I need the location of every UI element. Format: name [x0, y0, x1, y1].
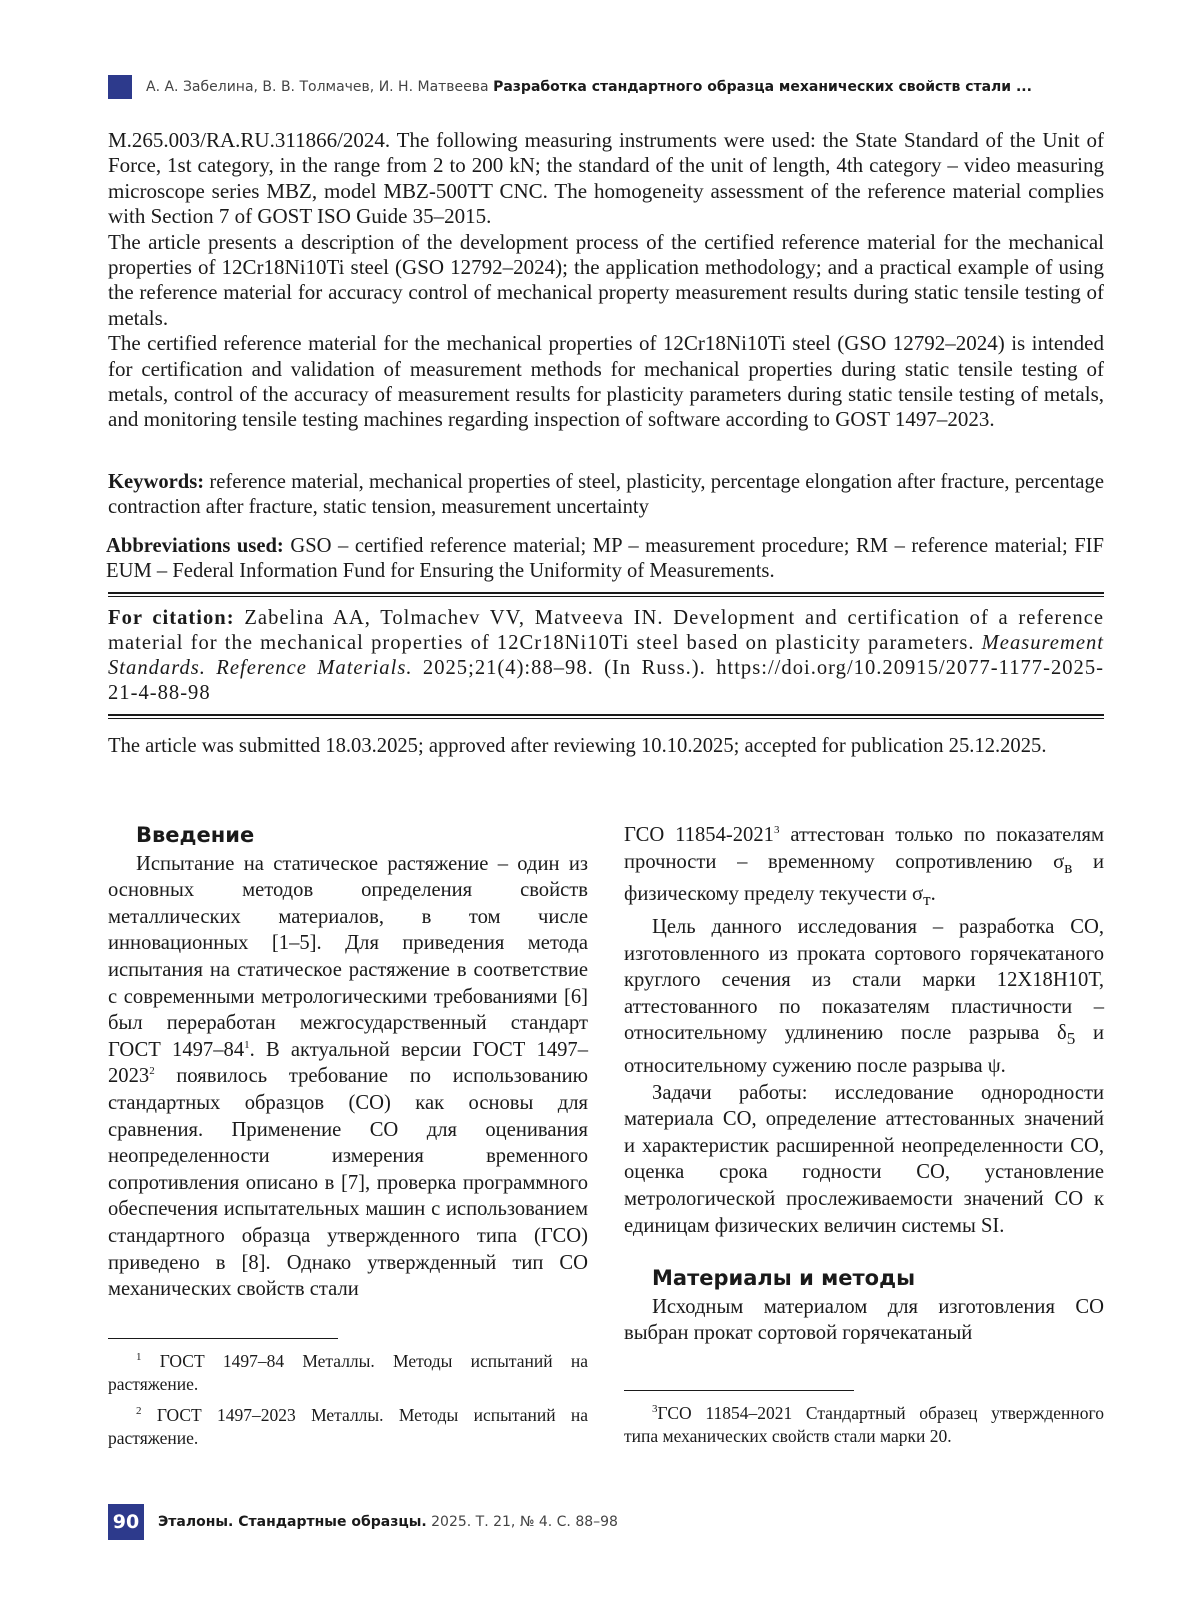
right-paragraph-1 — [624, 822, 1104, 914]
footer-issue: 2025. Т. 21, № 4. С. 88–98 — [431, 1514, 618, 1530]
right-paragraph-2 — [624, 914, 1104, 1080]
keywords-label: Keywords: — [108, 471, 205, 493]
abstract-continuation — [108, 128, 1104, 433]
abbreviations-label: Abbreviations used: — [106, 535, 284, 557]
citation-bottom-rule — [108, 714, 1104, 719]
keywords-text: reference material, mechanical properties of steel, plasticity, percentage elongation after fracture, percentage contraction after fracture, static tension, measurement uncertainty — [108, 471, 1104, 519]
header-square-marker — [108, 75, 132, 99]
sigma-sub-v: в — [1064, 857, 1073, 877]
footnote-2-text: ГОСТ 1497–2023 Металлы. Методы испытаний на растяжение. — [108, 1405, 588, 1448]
citation-top-rule — [108, 592, 1104, 597]
citation-journal: Measurement Standards. Reference Materials. — [108, 632, 1104, 679]
citation-label: For citation: — [108, 607, 235, 629]
abstract-paragraph-2: The article presents a description of the development process of the certified reference material for the mechanical properties of 12Cr18Ni10Ti steel (GSO 12792–2024); the application methodology; and a practical example of using the reference material for accuracy control of mechanical property measurement results during static tensile testing of metals. — [108, 229, 1104, 330]
right-paragraph-3: Задачи работы: исследование однородности материала СО, определение аттестованных значений и характеристик расширенной неопределенности СО, оценка срока годности СО, установление метрологической прослеживаемости значений СО к единицам физических величин системы SI. — [624, 1081, 1104, 1237]
header-title: Разработка стандартного образца механических свойств стали ... — [493, 79, 1032, 95]
page-number: 90 — [108, 1504, 144, 1540]
citation — [108, 606, 1104, 706]
right-p1-part-2: аттестован только по показателям прочности – временному сопротивлению σ — [624, 824, 1104, 873]
footnote-ref-3: 3 — [773, 824, 780, 837]
right-p1-part-3: и физическому пределу текучести σ — [624, 850, 1104, 906]
introduction-paragraph — [108, 851, 588, 1303]
right-p2-part-1: Цель данного исследования – разработка СО, изготовленного из проката сортового горячекатаного круглого сечения из стали марки 12Х18Н10Т, аттестованного по показателям пластичности – относительному удлинению после разрыва δ — [624, 916, 1104, 1045]
right-p1-part-4: . — [930, 883, 936, 906]
footnote-2-number: 2 — [136, 1405, 142, 1418]
right-p2-part-2: и относительному сужению после разрыва ψ. — [624, 1022, 1104, 1078]
footnote-3-number: 3 — [652, 1403, 658, 1416]
abbreviations — [106, 534, 1104, 585]
sigma-sub-t: т — [923, 890, 931, 910]
citation-text: Zabelina AA, Tolmachev VV, Matveeva IN. Development and certification of a reference material for the mechanical properties of 12Cr18Ni10Ti steel based on plasticity parameters. — [108, 607, 1105, 654]
abbreviations-text: GSO – certified reference material; MP – measurement procedure; RM – reference material; FIF EUM – Federal Information Fund for Ensuring the Uniformity of Measurements. — [106, 535, 1104, 583]
footnote-1-number: 1 — [136, 1351, 142, 1364]
abstract-paragraph-1: M.265.003/RA.RU.311866/2024. The following measuring instruments were used: the State Standard of the Unit of Force, 1st category, in the range from 2 to 200 kN; the standard of the unit of length, 4th category – video measuring microscope series MBZ, model MBZ-500TT CNC. The homogeneity assessment of the reference material complies with Section 7 of GOST ISO Guide 35–2015. — [108, 128, 1104, 229]
header-authors: А. А. Забелина, В. В. Толмачев, И. Н. Матвеева — [146, 79, 489, 95]
right-p1-part-1: ГСО 11854-2021 — [624, 824, 774, 846]
footnote-2 — [108, 1404, 588, 1450]
footnote-1-text: ГОСТ 1497–84 Металлы. Методы испытаний на растяжение. — [108, 1351, 588, 1394]
running-header — [108, 74, 1108, 100]
abstract-paragraph-3: The certified reference material for the mechanical properties of 12Cr18Ni10Ti steel (GSO 12792–2024) is intended for certification and validation of measurement methods for mechanical properties during static tensile testing of metals, control of the accuracy of measurement results for plasticity parameters during static tensile testing of metals, and monitoring tensile testing machines regarding inspection of software according to GOST 1497–2023. — [108, 331, 1104, 432]
footer-journal-info — [158, 1514, 618, 1530]
right-column — [624, 822, 1104, 1347]
section-heading-materials: Материалы и методы — [652, 1266, 916, 1291]
footnote-3-text: ГСО 11854–2021 Стандартный образец утвержденного типа механических свойств стали марки 20. — [624, 1403, 1104, 1446]
citation-details: 2025;21(4):88–98. (In Russ.). https://doi.org/10.20915/2077-1177-2025-21-4-88-98 — [108, 657, 1104, 704]
intro-text-part-3: появилось требование по использованию стандартных образцов (СО) как основы для сравнения. Применение СО для оценивания неопределенности измерения временного сопротивления описано в [7], проверка программного обеспечения испытательных машин с использованием стандартного образца утвержденного типа (ГСО) приведено в [8]. Однако утвержденный тип СО механических свойств стали — [108, 1065, 588, 1301]
section-heading-introduction: Введение — [136, 823, 255, 847]
footer-journal: Эталоны. Стандартные образцы. — [158, 1514, 427, 1530]
intro-text-part-1: Испытание на статическое растяжение – один из основных методов определения свойств металлических материалов, в том числе инновационных [1–5]. Для приведения метода испытания на статическое растяжение в соответствие с современными метрологическими требованиями [6] был переработан межгосударственный стандарт ГОСТ 1497–84 — [108, 852, 588, 1061]
article-dates: The article was submitted 18.03.2025; approved after reviewing 10.10.2025; accepted for publication 25.12.2025. — [108, 735, 1047, 757]
right-paragraph-4: Исходным материалом для изготовления СО выбран прокат сортовой горячекатаный — [624, 1295, 1104, 1345]
footnote-3 — [624, 1402, 1104, 1448]
footnote-1 — [108, 1350, 588, 1396]
left-column — [108, 822, 588, 1303]
footnote-ref-2: 2 — [149, 1065, 155, 1078]
right-footnotes — [624, 1402, 1104, 1456]
page-footer — [108, 1504, 618, 1540]
intro-text-part-2: . В актуальной версии ГОСТ 1497–2023 — [108, 1038, 589, 1088]
delta-sub-5: 5 — [1066, 1029, 1076, 1049]
left-footnotes — [108, 1350, 588, 1458]
running-header-text — [146, 79, 1032, 95]
footnote-ref-1: 1 — [244, 1038, 250, 1051]
keywords — [108, 470, 1104, 521]
left-footnote-rule — [108, 1338, 338, 1339]
right-footnote-rule — [624, 1390, 854, 1391]
